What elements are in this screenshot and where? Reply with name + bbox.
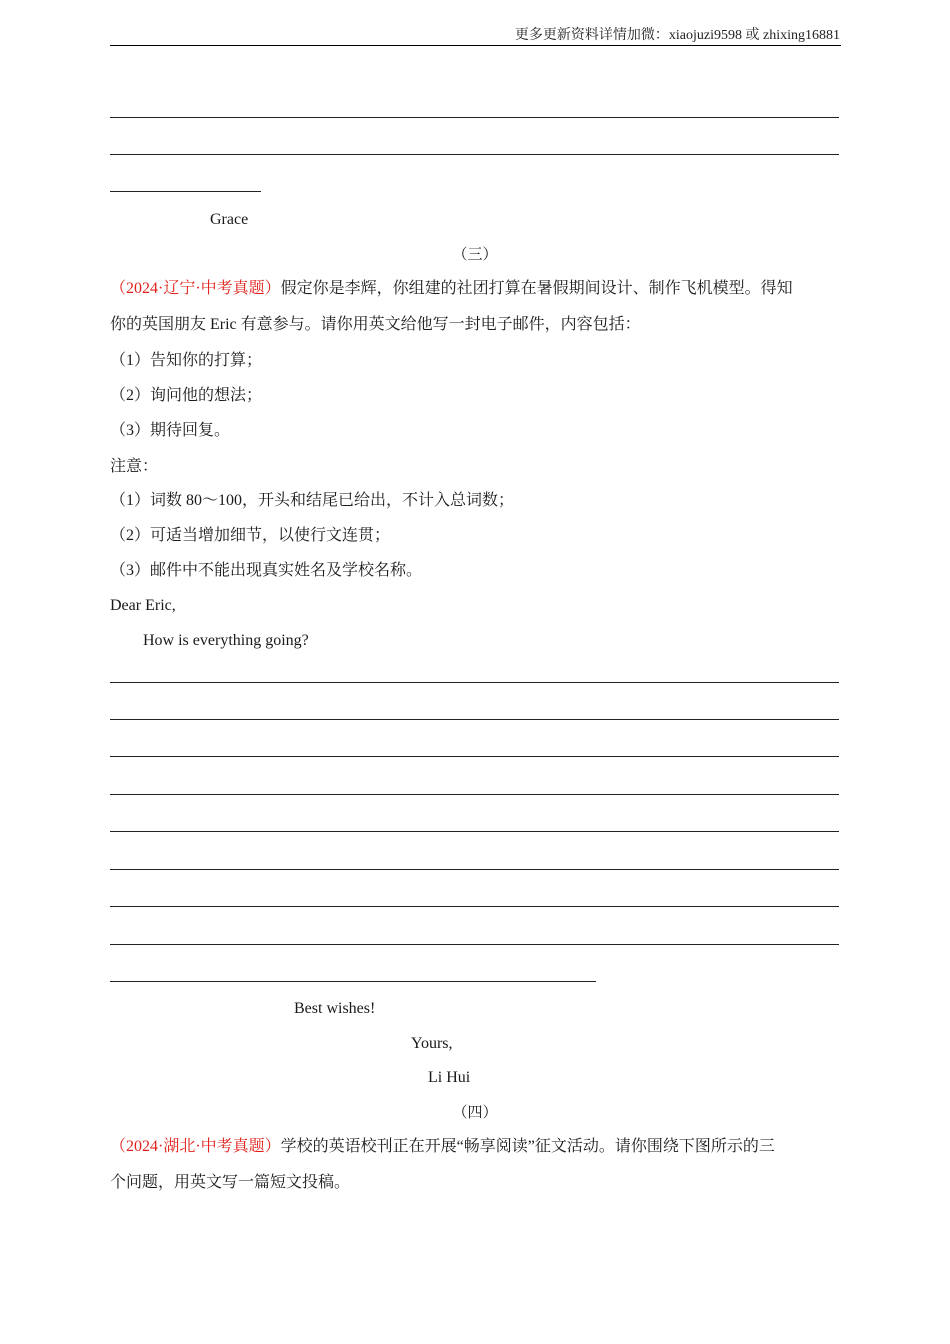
notes-label: 注意： (110, 458, 159, 475)
note-item: （1）词数 80～100，开头和结尾已给出，不计入总词数； (110, 492, 515, 509)
letter-signoff: Yours, (411, 1035, 453, 1052)
answer-line (110, 944, 839, 945)
requirement-item: （3）期待回复。 (110, 422, 231, 439)
answer-line (110, 794, 839, 795)
section-number-4: （四） (452, 1105, 498, 1121)
note-item: （3）邮件中不能出现真实姓名及学校名称。 (110, 562, 423, 579)
answer-line (110, 869, 839, 870)
answer-line (110, 756, 839, 757)
requirement-item: （2）询问他的想法； (110, 387, 263, 404)
header-divider (110, 45, 841, 46)
answer-line (110, 154, 839, 155)
answer-line (110, 831, 839, 832)
letter-closing: Best wishes! (294, 1000, 376, 1017)
prompt-text: 个问题，用英文写一篇短文投稿。 (110, 1174, 351, 1191)
letter-greeting: Dear Eric, (110, 597, 176, 614)
prompt-paragraph-4 (110, 1129, 842, 1201)
source-tag: （2024·湖北·中考真题） (110, 1138, 281, 1155)
page-header: 更多更新资料详情加微：xiaojuzi9598 或 zhixing16881 (514, 28, 840, 43)
answer-line (110, 117, 839, 118)
letter-opening: How is everything going? (143, 632, 309, 649)
requirement-item: （1）告知你的打算； (110, 352, 263, 369)
section-number-3: （三） (452, 247, 498, 263)
prompt-paragraph-3 (110, 271, 842, 343)
note-item: （2）可适当增加细节，以使行文连贯； (110, 527, 391, 544)
answer-line-short (110, 191, 261, 192)
answer-line (110, 682, 839, 683)
answer-line (110, 719, 839, 720)
prompt-text: 你的英国朋友 Eric 有意参与。请你用英文给他写一封电子邮件，内容包括： (110, 316, 641, 333)
source-tag: （2024·辽宁·中考真题） (110, 280, 281, 297)
signature-grace: Grace (210, 211, 249, 228)
answer-line (110, 906, 839, 907)
letter-name: Li Hui (428, 1069, 471, 1086)
answer-line-short (110, 981, 596, 982)
prompt-text: 假定你是李辉，你组建的社团打算在暑假期间设计、制作飞机模型。得知 (280, 280, 793, 297)
prompt-text: 学校的英语校刊正在开展“畅享阅读”征文活动。请你围绕下图所示的三 (280, 1138, 775, 1155)
